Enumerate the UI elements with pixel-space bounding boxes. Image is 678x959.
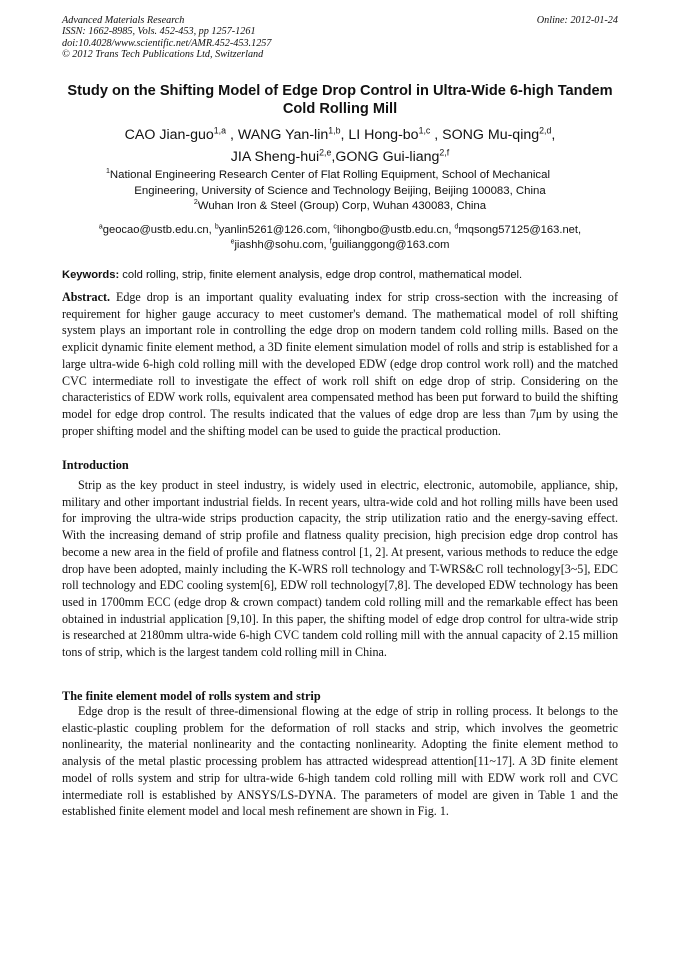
email[interactable]: $^c$lihongbo@ustb.edu.cn: [333, 223, 449, 236]
email[interactable]: $^d$mqsong57125@163.net,: [454, 223, 582, 236]
doi-line: doi:10.4028/www.scientific.net/AMR.452-453.1257: [62, 37, 272, 49]
abstract-label: Abstract.: [62, 290, 111, 304]
author: WANG Yan-lin$^{1,b}$,: [237, 125, 349, 143]
affiliation-1: $^1$National Engineering Research Center of Flat Rolling Equipment, School of Mechanical: [106, 168, 550, 181]
author: GONG Gui-liang$^{2,f}$: [335, 147, 450, 165]
author: LI Hong-bo$^{1,c}$ ,: [348, 125, 443, 143]
email[interactable]: $^e$jiashh@sohu.com: [230, 238, 324, 252]
keywords-text: cold rolling, strip, finite element analysis, edge drop control, mathematical model.: [119, 269, 523, 281]
journal-header: [62, 15, 618, 60]
introduction-paragraph: Strip as the key product in steel industry, is widely used in electric, electronic, automobile, appliance, ship, military and other important industrial fields. In recent years, ultra-wide cold and hot rolling mills have been used for improving the ultra-wide strips production capacity, the strip utilization ratio and the energy-saving effect. With the increasing demand of strip profile and flatness quality precision, high precision edge drop control has become a new area in the field of profile and flatness control [1, 2]. At present, various methods to reduce the edge drop have been adopted, mainly including the K-WRS roll technology and T-WRS&C roll technology[3~5], EDC roll technology and EDC cooling system[6], EDW roll technology[7,8]. The developed EDW technology has been used in 1700mm ECC (edge drop & crown compact) tandem cold rolling mill and the remarkable effect has been obtained in industrial application [9,10]. In this paper, the shifting model of edge drop control for ultra-wide strip is researched at 2180mm ultra-wide 6-high CVC tandem cold rolling mill with the annual capacity of 2.15 million tons of strip, which is the largest tandem cold rolling mill in China.: [62, 478, 618, 660]
email[interactable]: $^b$yanlin5261@126.com: [214, 223, 328, 236]
author: SONG Mu-qing$^{2,d}$,: [442, 125, 556, 143]
affiliations: [62, 168, 618, 215]
online-date: Online: 2012-01-24: [536, 15, 618, 26]
affiliation-2: $^2$Wuhan Iron & Steel (Group) Corp, Wuhan 430083, China: [193, 199, 487, 213]
email[interactable]: $^a$geocao@ustb.edu.cn: [98, 223, 209, 236]
section-heading-fem: The finite element model of rolls system and strip: [62, 689, 321, 703]
affiliation-1-cont: Engineering, University of Science and Technology Beijing, Beijing 100083, China: [134, 184, 546, 197]
author: JIA Sheng-hui$^{2,e}$,: [230, 147, 336, 165]
keywords: [62, 268, 618, 282]
email[interactable]: $^f$guilianggong@163.com: [329, 238, 450, 252]
author: CAO Jian-guo$^{1,a}$ ,: [124, 125, 238, 143]
journal-name: Advanced Materials Research: [62, 15, 185, 26]
email-list: $^a$geocao@ustb.edu.cn, $^b$yanlin5261@126.com, $^c$lihongbo@ustb.edu.cn, $^d$mqsong57125@163.net, $^e$jiashh@sohu.com, $^f$guilianggong@163.com: [98, 223, 582, 252]
paper-title: Study on the Shifting Model of Edge Drop Control in Ultra-Wide 6-high Tandem Cold Rolling Mill: [67, 83, 613, 117]
issn-line: ISSN: 1662-8985, Vols. 452-453, pp 1257-1261: [62, 26, 256, 38]
abstract: [62, 289, 618, 439]
keywords-label: Keywords:: [62, 269, 120, 281]
abstract-text: Edge drop is an important quality evaluating index for strip cross-section with the increasing of requirement for higher gauge accuracy to meet customer's demand. The mathematical model of roll shifting system plays an important role in controlling the edge drop on modern tandem cold rolling mills. Based on the explicit dynamic finite element method, a 3D finite element simulation model of rolls and strip is established for a large ultra-wide 6-high cold rolling mill with the developed EDW (edge drop control work roll) and the matched CVC intermediate roll to investigate the effect of work roll shift on edge drop of strip. Considering on the characteristics of EDW work rolls, equivalent area compensated method has been put forward to build the shifting model for edge drop control. The results indicated that the values of edge drop are less than 7μm by using the proper shifting model and the shifting model can be used to guide the practical production.: [62, 290, 618, 438]
fem-paragraph: Edge drop is the result of three-dimensional flowing at the edge of strip in rolling process. It belongs to the elastic-plastic coupling problem for the deformation of roll stacks and strip, which involves the geometric nonlinearity, the material nonlinearity and the contacting nonlinearity. Adopting the finite element method to analysis of the metal plastic processing problem has attracted widespread attention[11~17]. A 3D finite element model of rolls system and strip for ultra-wide 6-high tandem cold rolling mill with EDW work roll and CVC intermediate roll is established by ANSYS/LS-DYNA. The parameters of model are given in Table 1 and the established finite element model and local mesh refinement are shown in Fig. 1.: [62, 704, 618, 819]
copyright-line: © 2012 Trans Tech Publications Ltd, Switzerland: [62, 48, 264, 60]
section-heading-introduction: Introduction: [62, 458, 129, 472]
author-list: [62, 124, 618, 168]
